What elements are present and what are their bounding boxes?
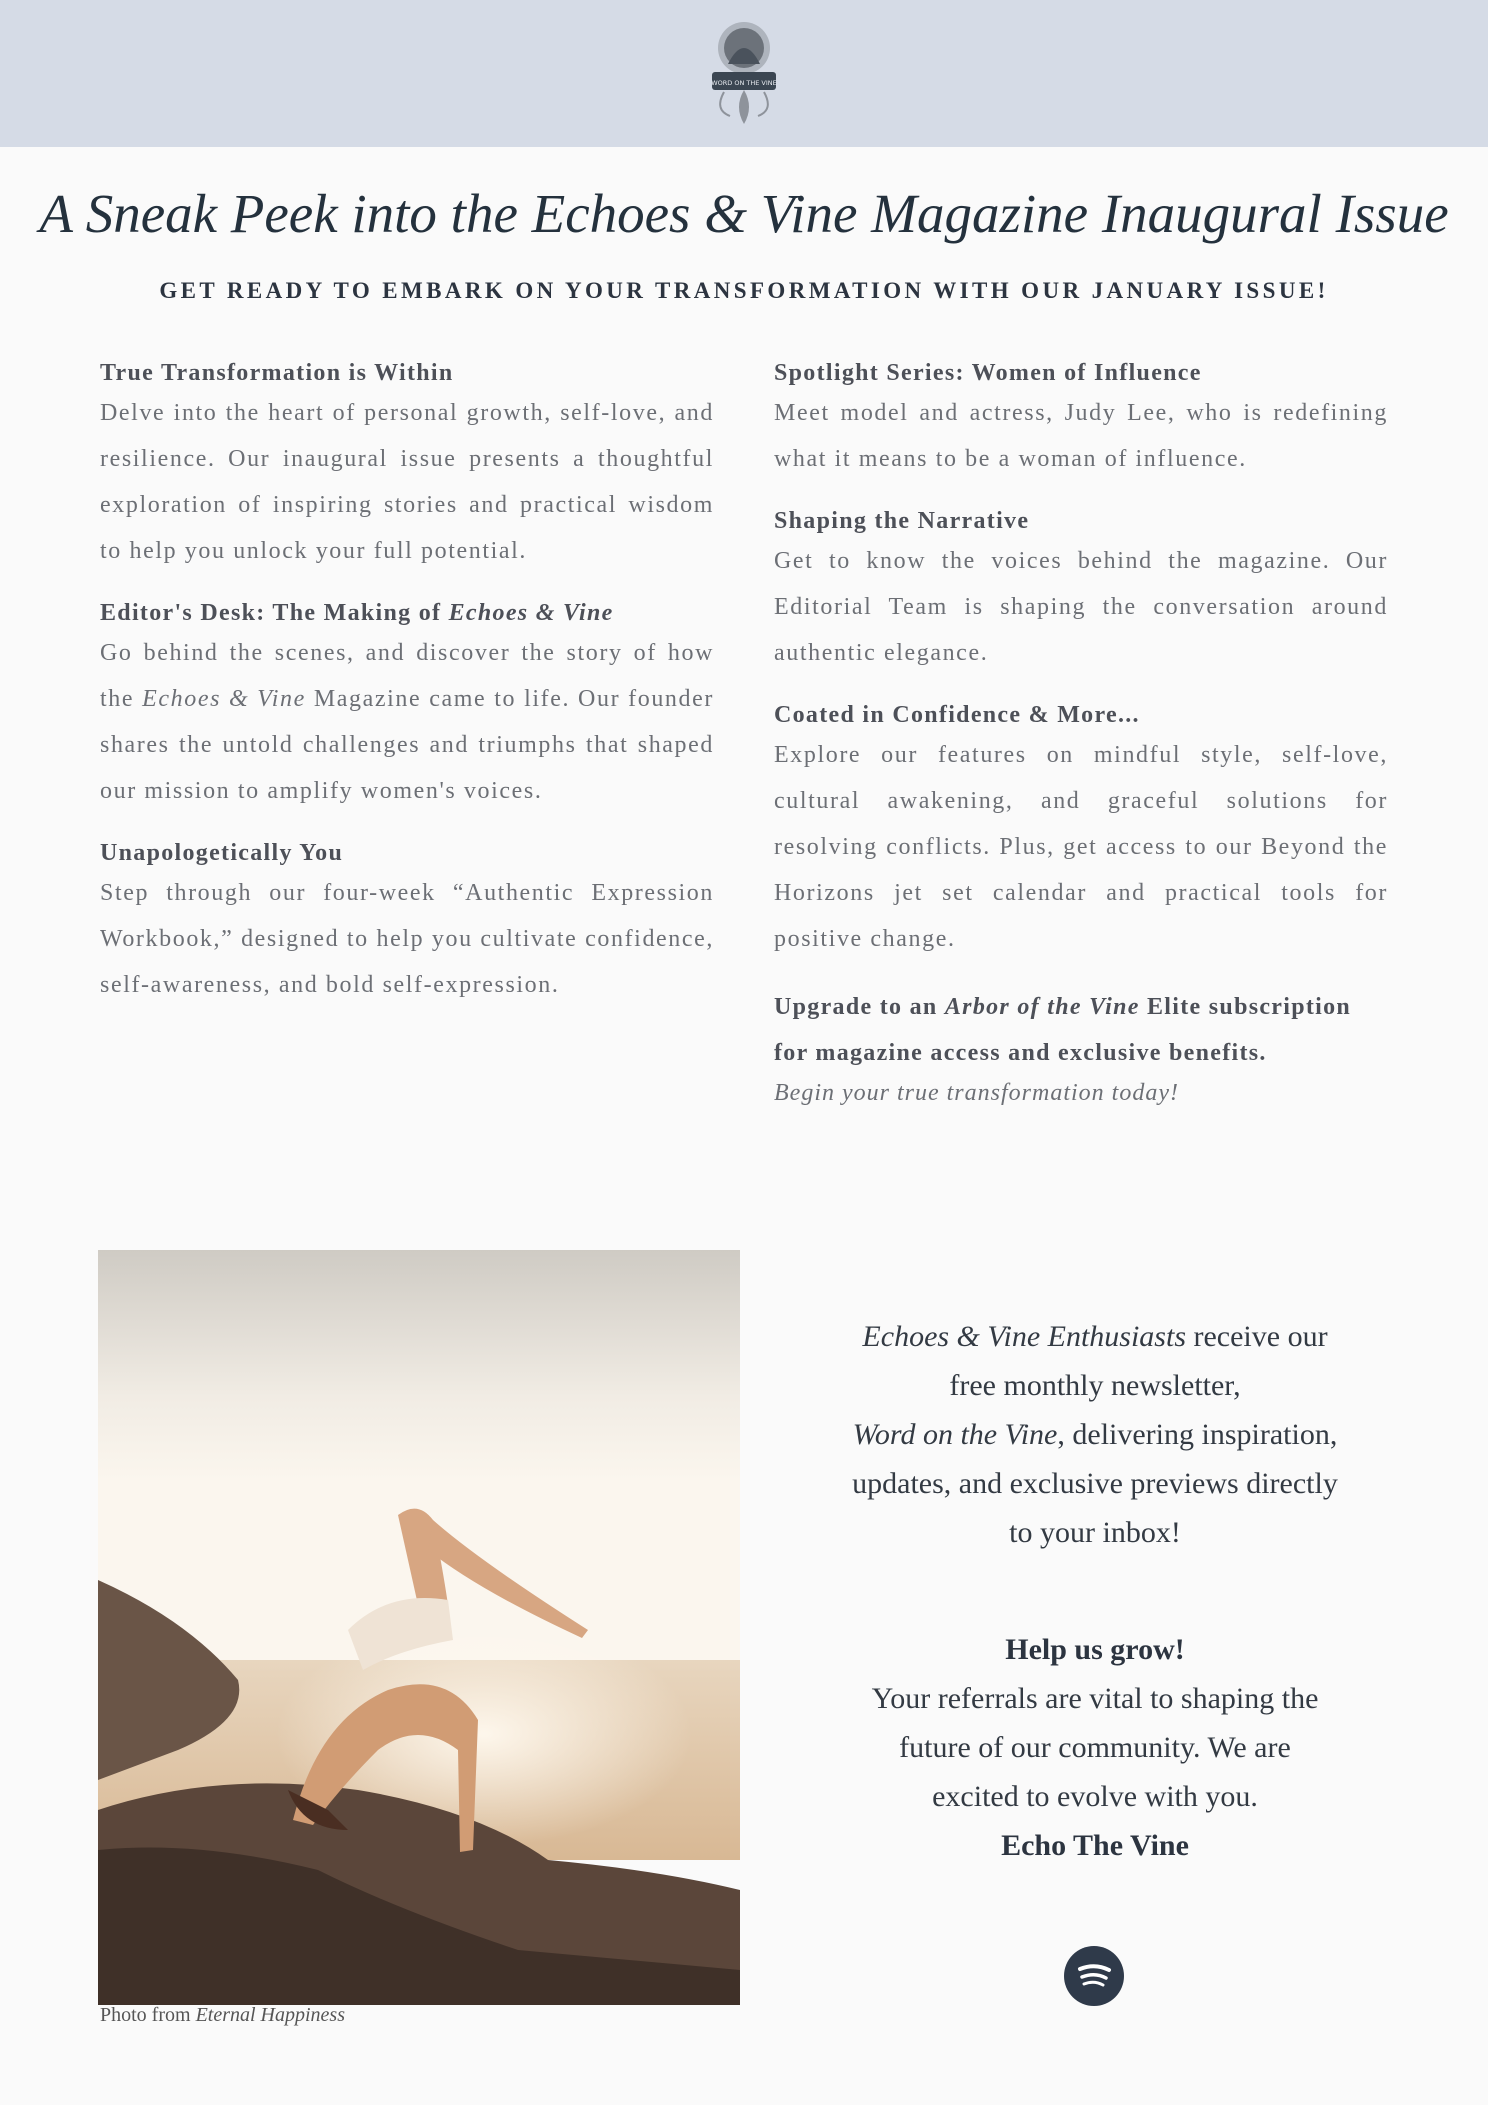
referral-section: [780, 1625, 1410, 1870]
section-heading: Shaping the Narrative: [774, 508, 1030, 534]
section-body: Delve into the heart of personal growth, self-love, and resilience. Our inaugural issue presents a thoughtful exploration of inspiring stories and practical wisdom to help you unlock your full potential.: [100, 400, 714, 564]
section-editors-desk: [100, 596, 714, 814]
vine-shield-logo-icon[interactable]: [684, 12, 804, 136]
grow-line-2: future of our community. We are: [899, 1731, 1291, 1764]
section-heading: Spotlight Series: Women of Influence: [774, 360, 1202, 386]
caption-source: Eternal Happiness: [195, 2004, 345, 2026]
section-heading: Coated in Confidence & More...: [774, 702, 1140, 728]
section-shaping-narrative: [774, 504, 1388, 676]
section-true-transformation: [100, 356, 714, 574]
page-subtitle: GET READY TO EMBARK ON YOUR TRANSFORMATION WITH OUR JANUARY ISSUE!: [159, 278, 1329, 303]
section-unapologetically-you: [100, 836, 714, 1008]
grow-line-1: Your referrals are vital to shaping the: [871, 1682, 1319, 1715]
grow-line-3: excited to evolve with you.: [932, 1780, 1258, 1813]
newsletter-promo: [780, 1312, 1410, 1557]
body-emphasis: Echoes & Vine: [142, 686, 306, 712]
left-column: [100, 356, 714, 1030]
upgrade-prefix: Upgrade to an: [774, 994, 945, 1020]
promo-text-3: , delivering inspiration,: [1057, 1418, 1338, 1451]
grow-heading: [780, 1625, 1410, 1674]
promo-line-5: to your inbox!: [1009, 1516, 1181, 1549]
yoga-photo-image: [98, 1250, 740, 2005]
upgrade-emphasis: Arbor of the Vine: [944, 994, 1140, 1020]
promo-emphasis-1: Echoes & Vine Enthusiasts: [862, 1320, 1186, 1353]
section-body: Get to know the voices behind the magazine. Our Editorial Team is shaping the conversation around authentic elegance.: [774, 548, 1388, 666]
promo-line-1: [780, 1312, 1410, 1361]
grow-heading-text: Help us grow!: [1005, 1633, 1185, 1666]
section-body: Meet model and actress, Judy Lee, who is redefining what it means to be a woman of influence.: [774, 400, 1388, 472]
promo-line-3: [780, 1410, 1410, 1459]
section-coated-confidence: [774, 698, 1388, 962]
promo-line-4: updates, and exclusive previews directly: [852, 1467, 1338, 1500]
body-prefix: Go behind the scenes, and discover the story of how the: [100, 640, 714, 712]
header-band: [0, 0, 1488, 147]
section-spotlight: [774, 356, 1388, 482]
promo-text-1: receive our: [1186, 1320, 1328, 1353]
heading-emphasis: Echoes & Vine: [448, 600, 614, 626]
upgrade-cta: Begin your true transformation today!: [774, 1080, 1179, 1106]
spotify-link[interactable]: [1064, 1946, 1124, 2006]
section-heading: True Transformation is Within: [100, 360, 454, 386]
grow-signature-text: Echo The Vine: [1001, 1829, 1189, 1862]
yoga-photo: [98, 1250, 740, 2005]
promo-emphasis-2: Word on the Vine: [852, 1418, 1058, 1451]
section-heading: [100, 596, 714, 630]
upgrade-heading: [774, 984, 1388, 1076]
section-upgrade: [774, 984, 1388, 1110]
grow-signature: [780, 1821, 1410, 1870]
section-body: [100, 630, 714, 814]
heading-prefix: Editor's Desk: The Making of: [100, 600, 449, 626]
section-body: Explore our features on mindful style, self-love, cultural awakening, and graceful solutions for resolving conflicts. Plus, get access to our Beyond the Horizons jet set calendar and practical tools for positive change.: [774, 742, 1388, 952]
body-suffix: Magazine came to life. Our founder shares the untold challenges and triumphs that shaped our mission to amplify women's voices.: [100, 686, 714, 804]
spotify-icon: [1064, 1946, 1124, 2006]
upgrade-suffix: Elite subscription for magazine access and exclusive benefits.: [774, 994, 1352, 1066]
logo-wordmark: WORD ON THE VINE: [711, 79, 777, 87]
caption-prefix: Photo from: [100, 2004, 196, 2026]
section-body: Step through our four-week “Authentic Expression Workbook,” designed to help you cultivate confidence, self-awareness, and bold self-expression.: [100, 880, 714, 998]
section-heading: Unapologetically You: [100, 840, 344, 866]
promo-line-2: free monthly newsletter,: [949, 1369, 1241, 1402]
photo-caption: [100, 2004, 345, 2027]
right-column: [774, 356, 1388, 1132]
page-title: A Sneak Peek into the Echoes & Vine Magazine Inaugural Issue: [39, 183, 1449, 244]
